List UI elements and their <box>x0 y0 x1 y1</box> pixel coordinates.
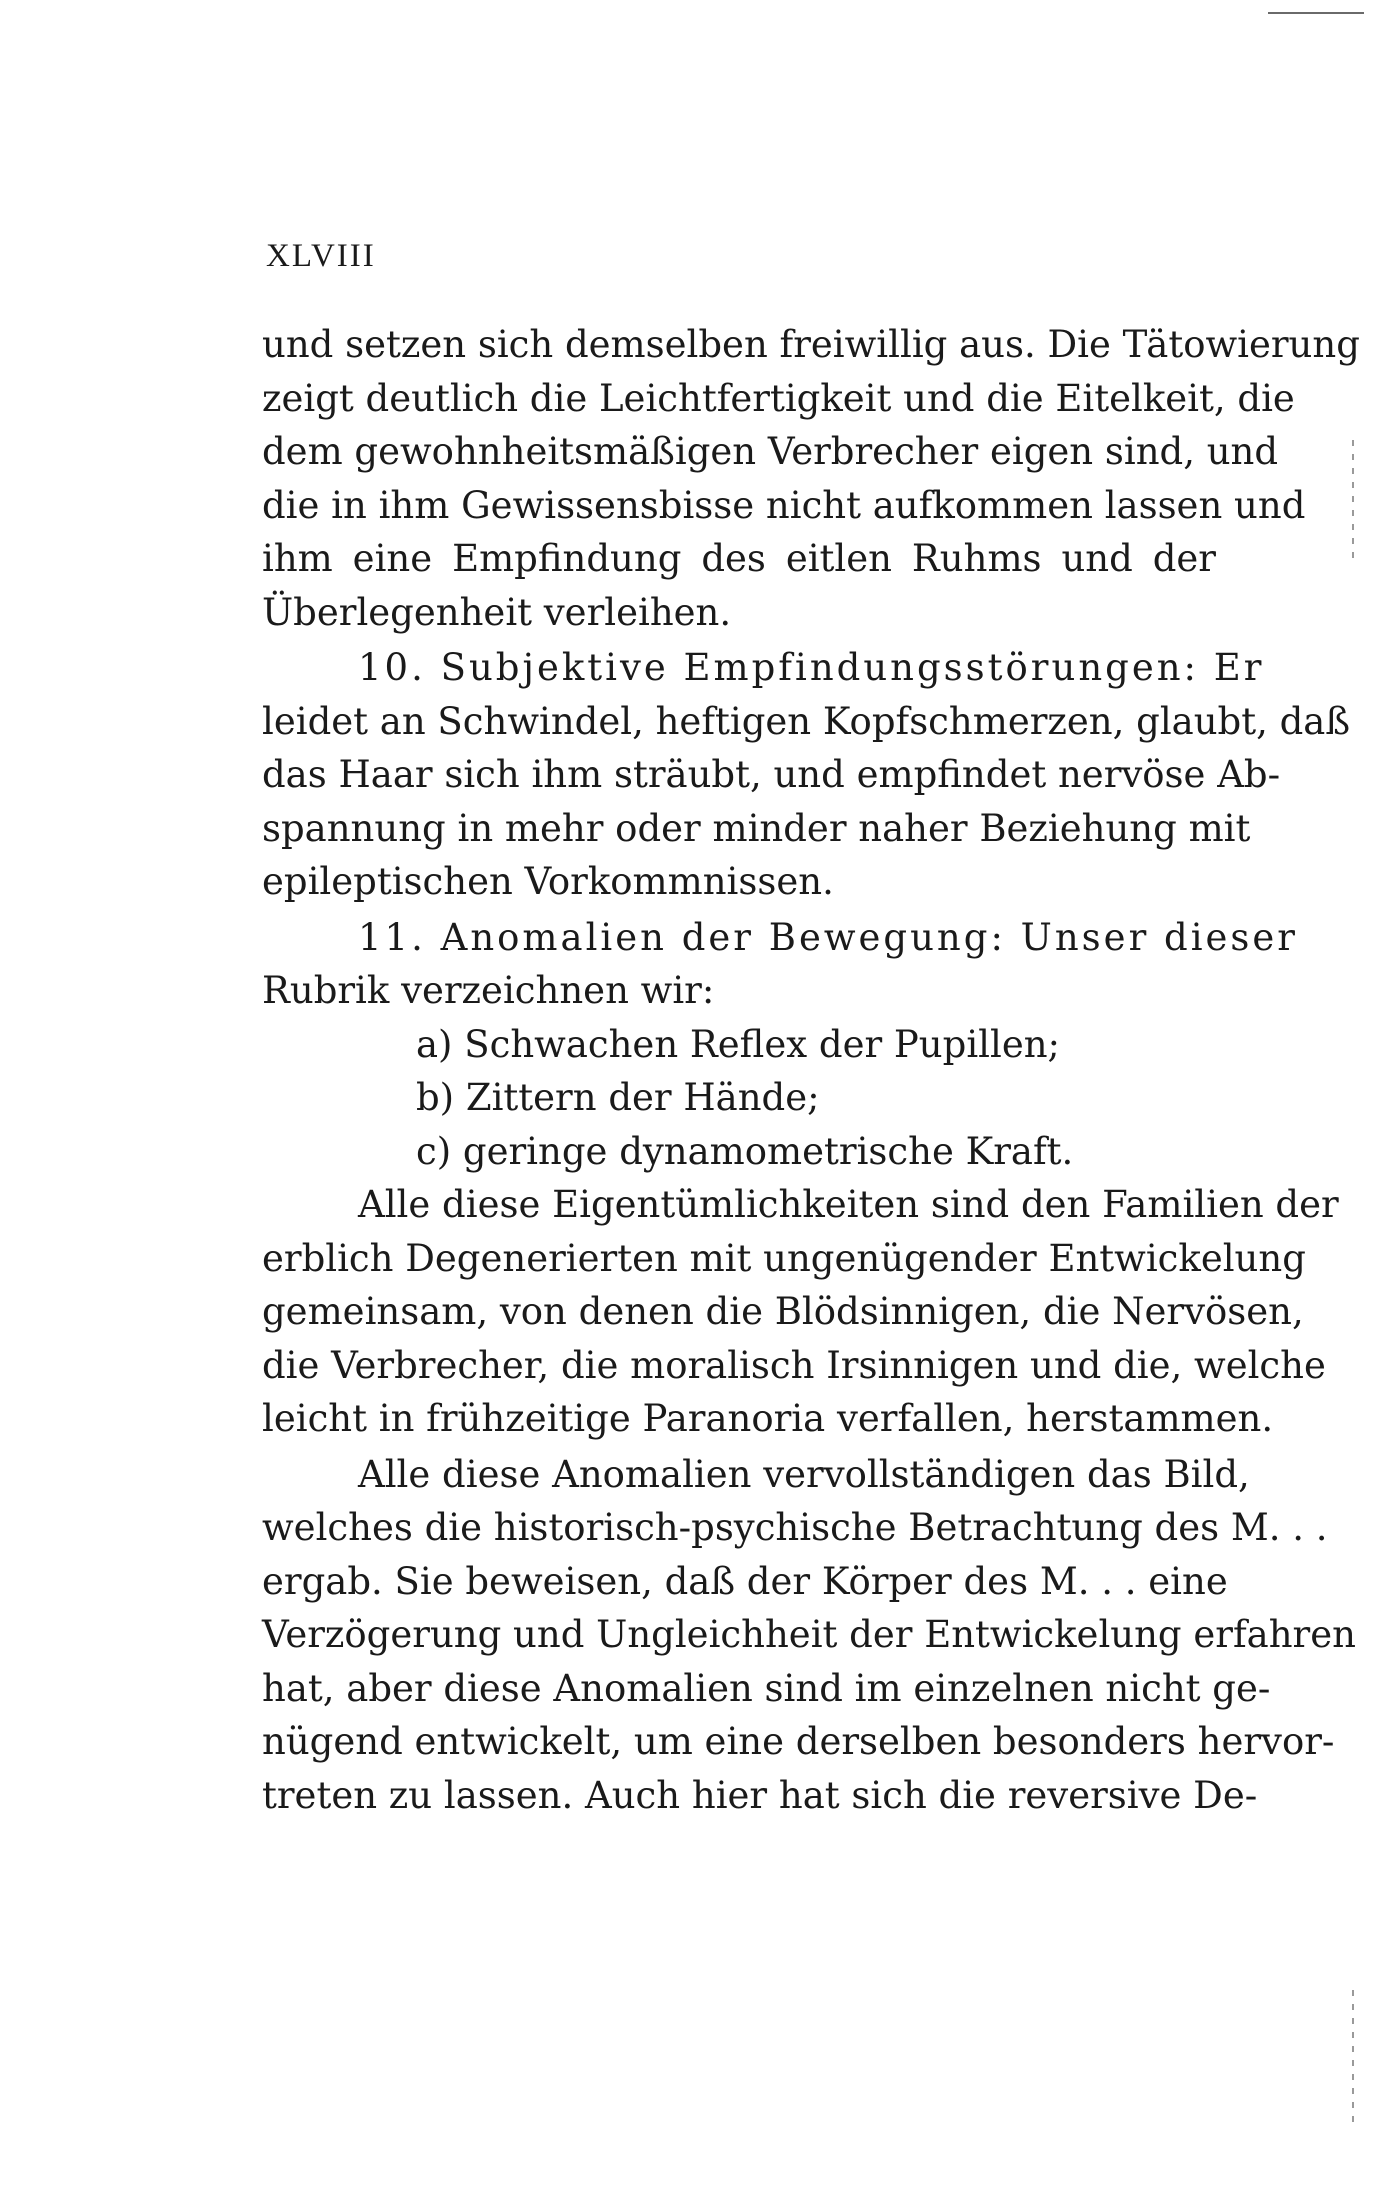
paragraph-peculiarities <box>262 1178 1339 1446</box>
text-line: erblich Degenerierten mit ungenügender Entwickelung <box>262 1236 1306 1280</box>
text-line: und setzen sich demselben freiwillig aus. Die Tätowierung <box>262 323 1360 366</box>
scan-margin-mark <box>1352 440 1354 560</box>
scan-margin-mark <box>1352 1990 1354 2130</box>
text-line: epileptischen Vorkommnissen. <box>262 860 834 903</box>
text-line: ergab. Sie beweisen, daß der Körper des M. . . eine <box>262 1559 1228 1603</box>
text-line: nügend entwickelt, um eine derselben besonders hervor- <box>262 1720 1335 1763</box>
text-line: das Haar sich ihm sträubt, und empfindet nervöse Ab- <box>262 753 1281 796</box>
top-edge-rule <box>1268 12 1364 14</box>
paragraph-movement-anomalies <box>262 911 1298 1179</box>
text-line: die in ihm Gewissensbisse nicht aufkommen lassen und <box>262 483 1306 527</box>
text-line: Verzögerung und Ungleichheit der Entwickelung erfahren <box>262 1613 1356 1656</box>
text-line: leidet an Schwindel, heftigen Kopfschmerzen, glaubt, daß <box>262 699 1351 743</box>
text-line: Alle diese Eigentümlichkeiten sind den Familien der <box>358 1183 1339 1226</box>
text-line: ihm eine Empfindung des eitlen Ruhms und der <box>262 537 1216 580</box>
text-line: welches die historisch-psychische Betrachtung des M. . . <box>262 1506 1328 1549</box>
text-line: leicht in frühzeitige Paranoria verfallen, herstammen. <box>262 1397 1274 1440</box>
list-item: a) Schwachen Reflex der Pupillen; <box>416 1022 1061 1066</box>
text-line: Rubrik verzeichnen wir: <box>262 969 715 1012</box>
paragraph-tattooing <box>262 318 1360 639</box>
text-line: hat, aber diese Anomalien sind im einzelnen nicht ge- <box>262 1666 1271 1710</box>
text-line: gemeinsam, von denen die Blödsinnigen, die Nervösen, <box>262 1290 1304 1333</box>
text-line: dem gewohnheitsmäßigen Verbrecher eigen sind, und <box>262 430 1279 473</box>
paragraph-anomalies-summary <box>262 1448 1356 1823</box>
text-line: spannung in mehr oder minder naher Beziehung mit <box>262 806 1251 850</box>
section-heading-line: 10. Subjektive Empfindungsstörungen: Er <box>358 646 1265 689</box>
page-number: XLVIII <box>266 238 376 274</box>
text-line: treten zu lassen. Auch hier hat sich die reversive De- <box>262 1773 1258 1817</box>
body-text <box>262 318 1360 1822</box>
text-line: zeigt deutlich die Leichtfertigkeit und die Eitelkeit, die <box>262 376 1295 420</box>
list-item: b) Zittern der Hände; <box>416 1076 820 1119</box>
paragraph-sensory-disturbances <box>262 641 1351 909</box>
list-item: c) geringe dynamometrische Kraft. <box>416 1129 1074 1173</box>
text-line: die Verbrecher, die moralisch Irsinnigen und die, welche <box>262 1343 1326 1387</box>
text-line: Überlegenheit verleihen. <box>262 590 732 634</box>
text-line: Alle diese Anomalien vervollständigen das Bild, <box>358 1452 1250 1496</box>
section-heading-line: 11. Anomalien der Bewegung: Unser dieser <box>358 915 1298 959</box>
